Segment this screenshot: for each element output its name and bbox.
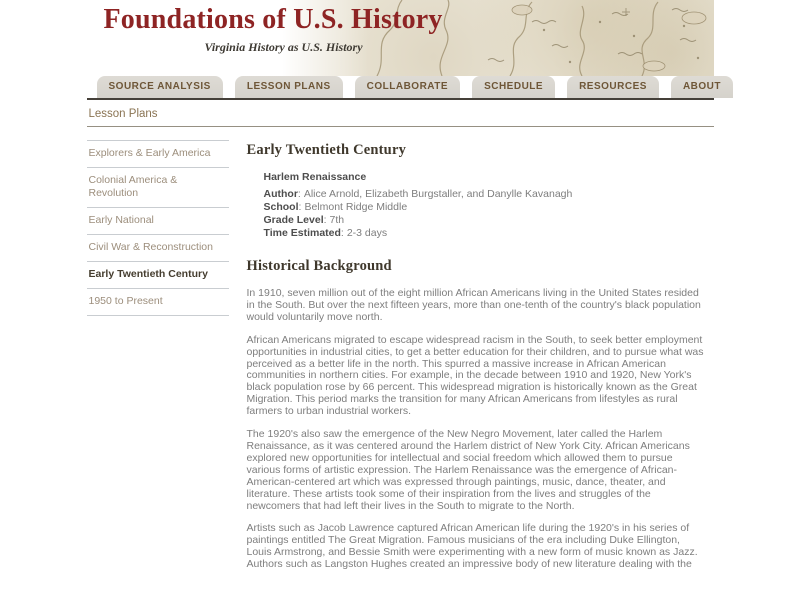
time-estimated-value: 2-3 days bbox=[346, 227, 388, 239]
sidebar-list bbox=[87, 140, 229, 316]
main-content bbox=[247, 140, 709, 582]
lesson-meta bbox=[264, 171, 709, 240]
background-paragraph-1: In 1910, seven million out of the eight million African Americans living in the United States resided in the South. But over the next fifteen years, more than one-tenth of the country's black population would voluntarily move north. bbox=[246, 287, 701, 323]
historical-background-heading: Historical Background bbox=[246, 258, 392, 274]
tab-schedule[interactable]: SCHEDULE bbox=[472, 76, 555, 98]
lesson-author-row bbox=[264, 188, 709, 201]
sidebar-item-early-national[interactable]: Early National bbox=[87, 208, 229, 235]
tab-resources[interactable]: RESOURCES bbox=[567, 76, 659, 98]
sidebar-item-colonial-america-revolution[interactable]: Colonial America & Revolution bbox=[87, 168, 229, 208]
lesson-school-row bbox=[264, 201, 709, 214]
page-title: Early Twentieth Century bbox=[246, 142, 407, 158]
main-navigation bbox=[87, 76, 721, 100]
tab-collaborate[interactable]: COLLABORATE bbox=[355, 76, 460, 98]
sidebar-item-civil-war-reconstruction[interactable]: Civil War & Reconstruction bbox=[87, 235, 229, 262]
background-paragraph-4: Artists such as Jacob Lawrence captured African American life during the 1920's in his series of paintings entitled The Great Migration. Famous musicians of the era including Duke Ellington, Louis Armstrong, and Bessie Smith were experimenting with a new form of music known as Jazz. Authors such as Langston Hughes created an impressive body of new literature dealing with the bbox=[246, 522, 698, 571]
sidebar-item-early-twentieth-century[interactable]: Early Twentieth Century bbox=[87, 262, 229, 289]
site-header bbox=[87, 0, 714, 76]
grade-level-value: 7th bbox=[329, 214, 345, 226]
background-paragraph-3: The 1920's also saw the emergence of the New Negro Movement, later called the Harlem Renaissance, as it was centered around the Harlem district of New York City. African Americans explored new opportunities for intellectual and social freedom which allowed them to pursue various forms of artistic expression. The Harlem Renaissance was the emergence of African-American-centered art which was expressed through paintings, music, dance, theater, and literature. These artists took some of their inspiration from the lives and struggles of the newcomers that had left their lives in the South to migrate to the North. bbox=[246, 428, 690, 512]
tab-about[interactable]: ABOUT bbox=[671, 76, 733, 98]
site-subtitle: Virginia History as U.S. History bbox=[204, 40, 363, 54]
breadcrumb-bar bbox=[87, 100, 714, 127]
school-value: Belmont Ridge Middle bbox=[304, 201, 408, 213]
sidebar-item-explorers-early-america[interactable]: Explorers & Early America bbox=[87, 140, 229, 168]
grade-level-label: Grade Level : bbox=[264, 214, 327, 226]
tab-lesson-plans[interactable]: LESSON PLANS bbox=[235, 76, 343, 98]
breadcrumb[interactable]: Lesson Plans bbox=[88, 108, 158, 120]
tab-source-analysis[interactable]: SOURCE ANALYSIS bbox=[97, 76, 223, 98]
sidebar bbox=[87, 140, 229, 582]
site-title: Foundations of U.S. History bbox=[103, 4, 443, 35]
sidebar-item-1950-to-present[interactable]: 1950 to Present bbox=[87, 289, 229, 316]
author-label: Author : bbox=[264, 188, 301, 200]
content-area bbox=[87, 140, 714, 582]
background-paragraph-2: African Americans migrated to escape widespread racism in the South, to seek better employment opportunities in industrial cities, to get a better education for their children, and to pursue what was perceived as a better life in the north. This spurred a massive increase in African American communities in northern cities. For example, in the decade between 1910 and 1920, New York's black population rose by 66 percent. This widespread migration is historically known as the Great Migration. This period marks the transition for many African Americans from lifestyles as rural farmers to urban industrial workers. bbox=[246, 333, 704, 418]
lesson-title: Harlem Renaissance bbox=[263, 171, 367, 183]
lesson-time-row bbox=[264, 227, 709, 240]
school-label: School : bbox=[264, 201, 302, 213]
page-container bbox=[87, 0, 721, 582]
author-value: Alice Arnold, Elizabeth Burgstaller, and Danylle Kavanagh bbox=[303, 188, 573, 200]
time-estimated-label: Time Estimated : bbox=[264, 227, 344, 239]
lesson-grade-row bbox=[264, 214, 709, 227]
